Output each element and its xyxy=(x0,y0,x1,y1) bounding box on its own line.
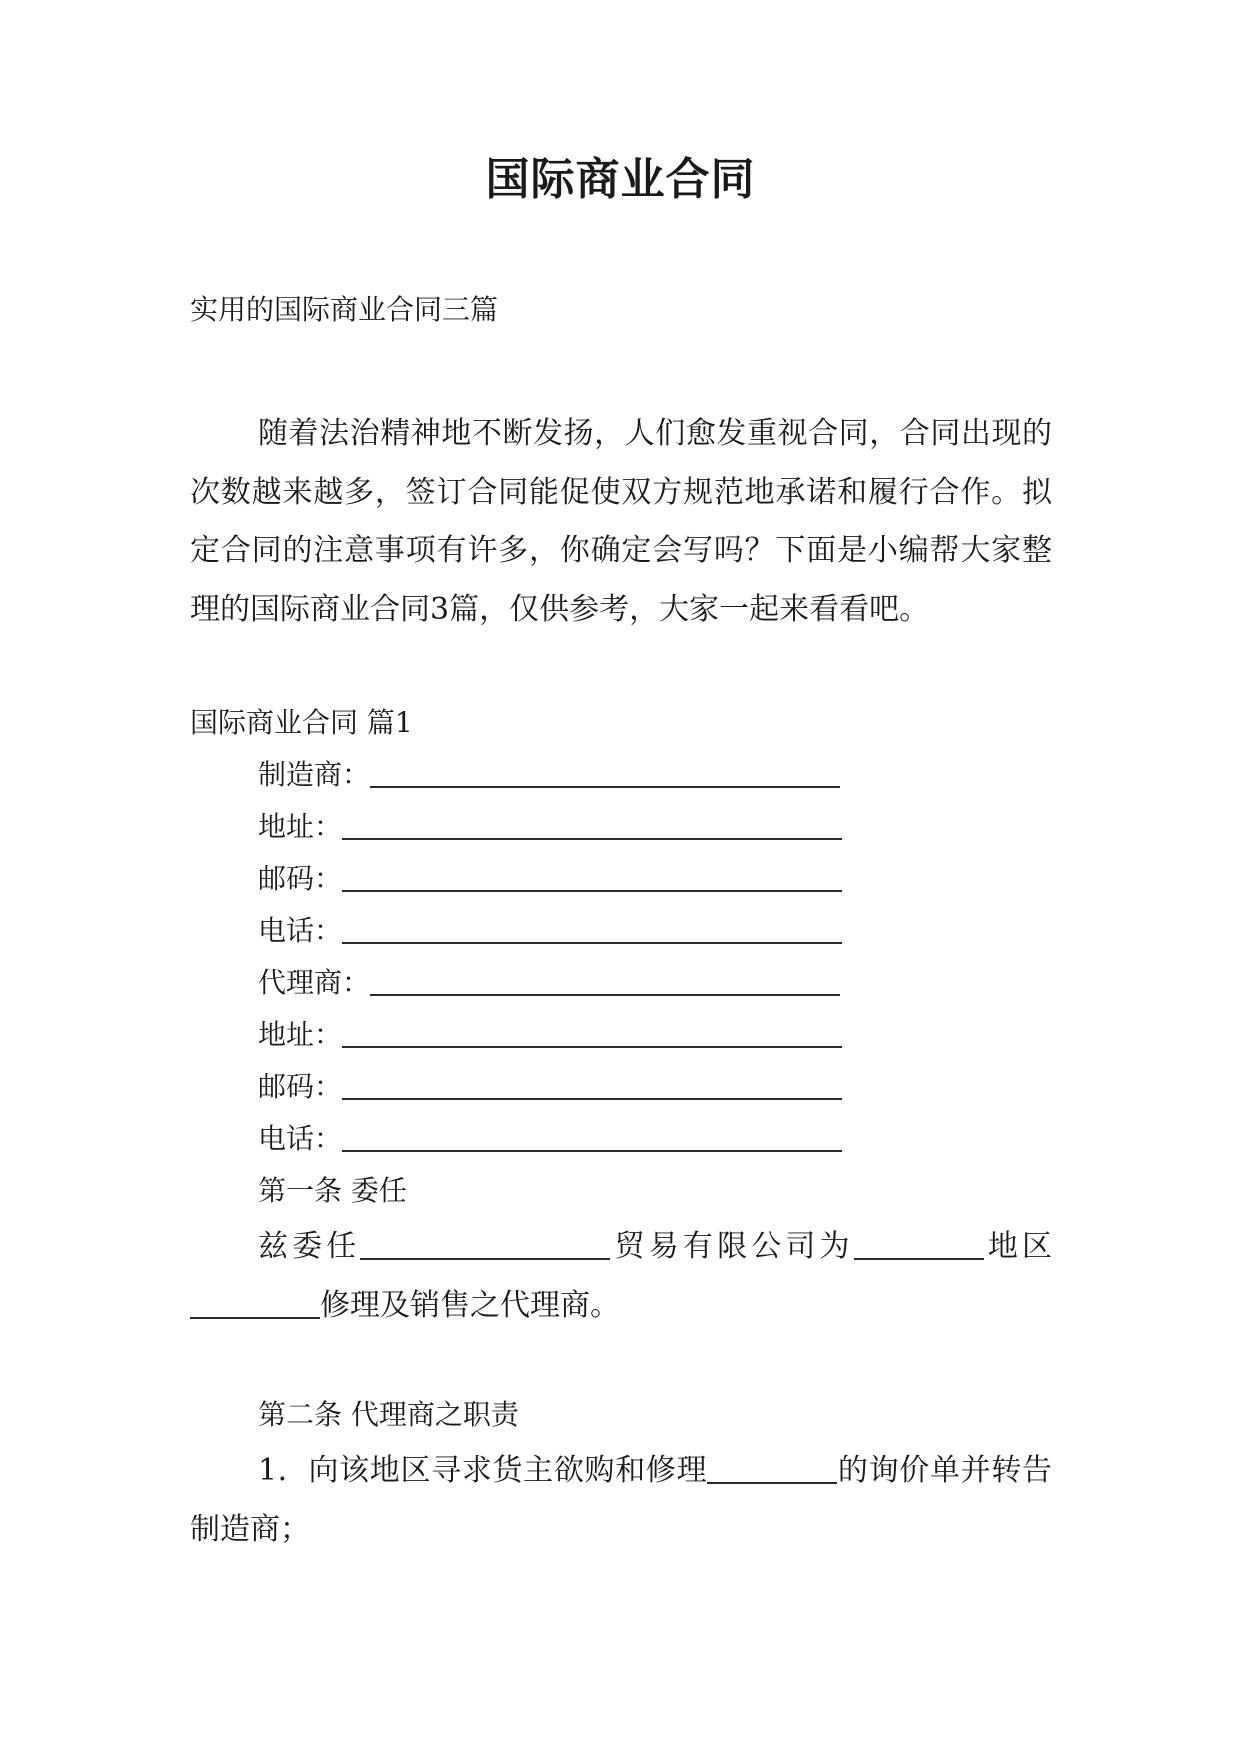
field-postcode xyxy=(258,859,842,899)
fill-in-blank[interactable] xyxy=(342,1150,842,1152)
field-label: 代理商： xyxy=(258,966,371,999)
fill-in-blank[interactable] xyxy=(854,1258,984,1260)
document-title: 国际商业合同 xyxy=(485,154,756,205)
clause-2-item-1 xyxy=(190,1442,1052,1559)
clause-text: 兹委任 xyxy=(258,1229,361,1264)
fill-in-blank[interactable] xyxy=(370,786,840,788)
field-agent-address xyxy=(258,1015,842,1055)
fill-in-blank[interactable] xyxy=(342,838,842,840)
field-label: 电话： xyxy=(258,914,343,947)
field-label: 邮码： xyxy=(258,1070,343,1103)
fill-in-blank[interactable] xyxy=(342,1098,842,1100)
clause-2-heading: 第二条 代理商之职责 xyxy=(258,1398,519,1431)
section-heading: 国际商业合同 篇1 xyxy=(190,706,413,739)
field-address xyxy=(258,807,842,847)
fill-in-blank[interactable] xyxy=(707,1482,837,1484)
field-agent xyxy=(258,963,840,1003)
field-label: 地址： xyxy=(258,810,343,843)
clause-text: 的询价单并转告制造商； xyxy=(190,1453,1052,1547)
clause-1-heading: 第一条 委任 xyxy=(258,1174,407,1207)
clause-text: 1．向该地区寻求货主欲购和修理 xyxy=(258,1453,708,1488)
fill-in-blank[interactable] xyxy=(370,994,840,996)
field-label: 电话： xyxy=(258,1122,343,1155)
clause-text: 地区 xyxy=(983,1229,1053,1264)
fill-in-blank[interactable] xyxy=(360,1258,610,1260)
clause-text: 修理及销售之代理商。 xyxy=(320,1287,620,1323)
fill-in-blank[interactable] xyxy=(190,1317,320,1319)
field-agent-phone xyxy=(258,1119,842,1159)
field-phone xyxy=(258,911,842,951)
clause-text: 贸易有限公司为 xyxy=(610,1229,854,1264)
field-label: 邮码： xyxy=(258,862,343,895)
fill-in-blank[interactable] xyxy=(342,942,842,944)
field-label: 地址： xyxy=(258,1018,343,1051)
document-subtitle: 实用的国际商业合同三篇 xyxy=(190,293,499,326)
field-agent-postcode xyxy=(258,1067,842,1107)
field-label: 制造商： xyxy=(258,758,371,791)
fill-in-blank[interactable] xyxy=(342,890,842,892)
clause-1-text xyxy=(190,1218,1052,1335)
field-manufacturer xyxy=(258,755,840,795)
fill-in-blank[interactable] xyxy=(342,1046,842,1048)
intro-paragraph: 随着法治精神地不断发扬，人们愈发重视合同，合同出现的次数越来越多，签订合同能促使双方规范地承诺和履行合作。拟定合同的注意事项有许多，你确定会写吗？下面是小编帮大家整理的国际商业合同3篇，仅供参考，大家一起来看看吧。 xyxy=(190,416,1052,627)
